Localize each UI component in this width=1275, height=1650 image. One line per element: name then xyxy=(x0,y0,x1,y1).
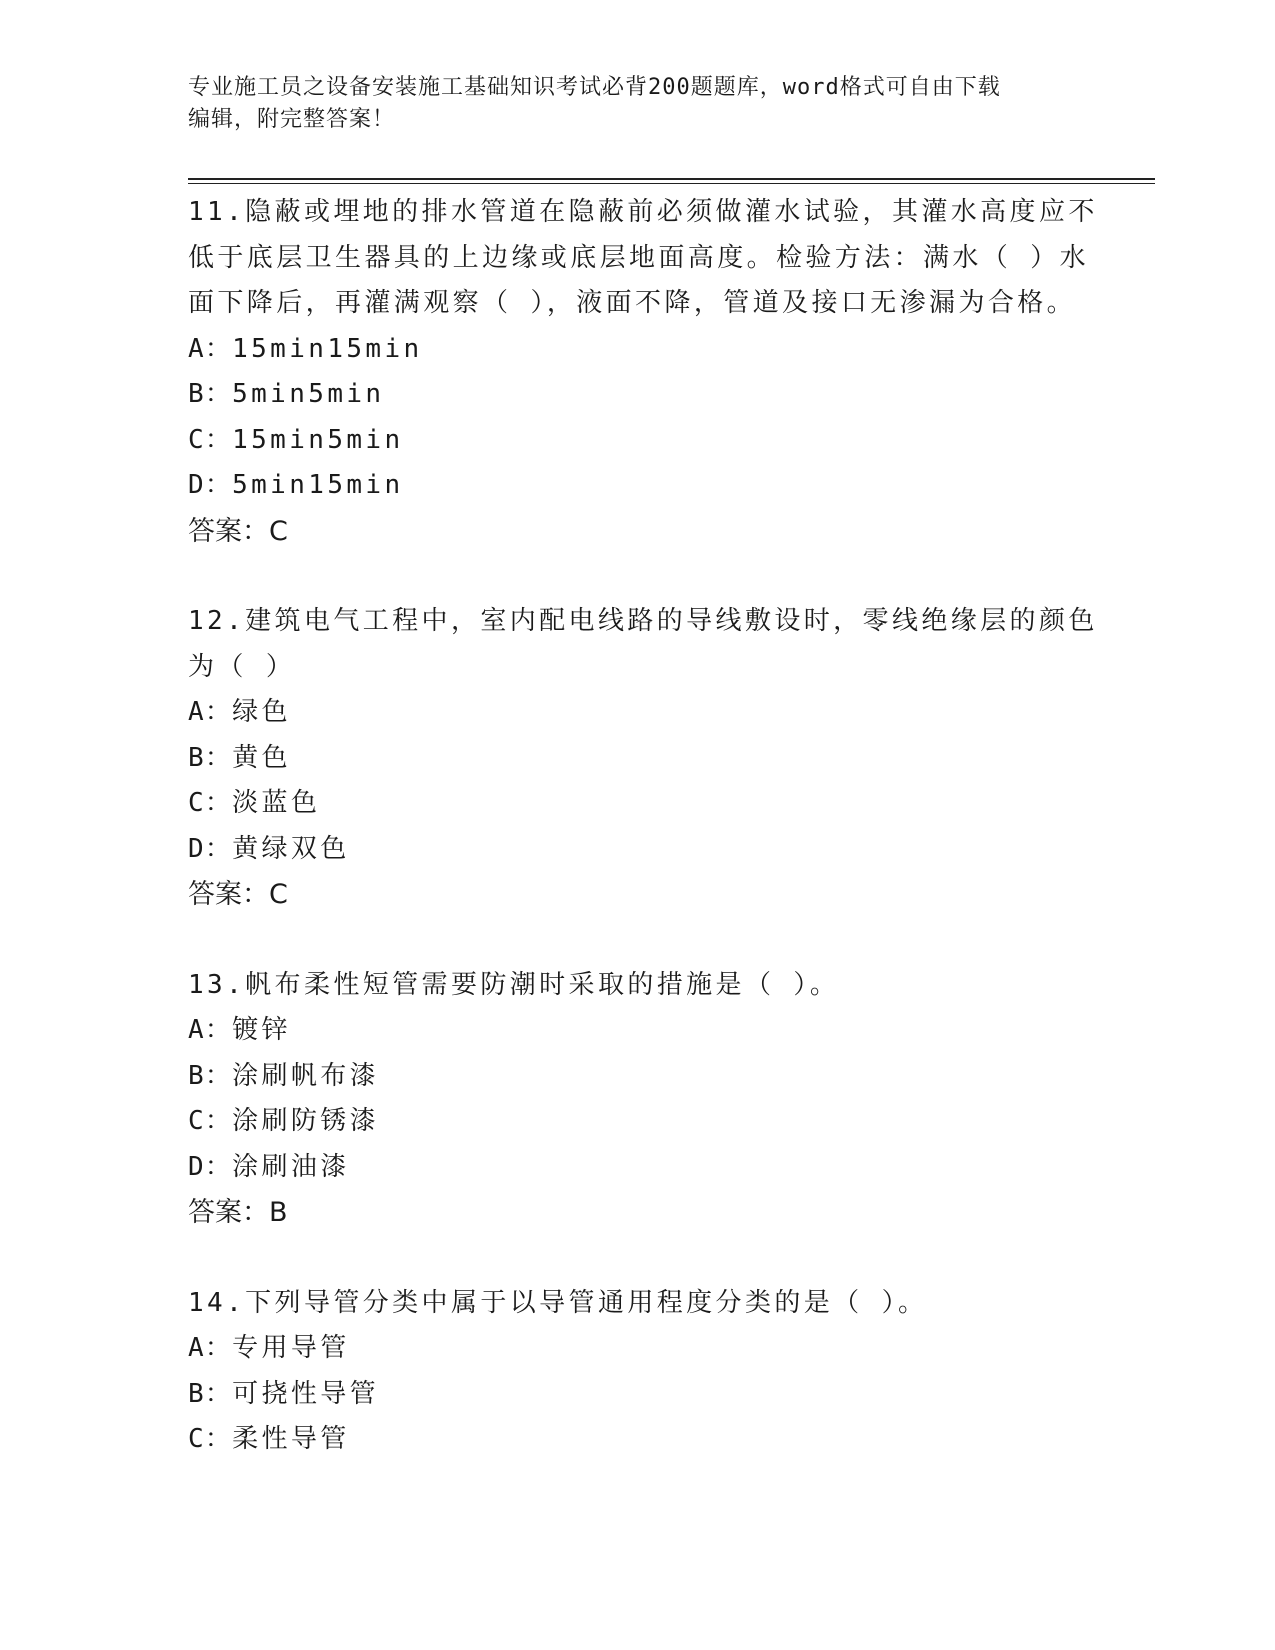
answer-option xyxy=(188,781,1068,827)
header-divider xyxy=(188,178,1155,184)
question-stem-line: 低于底层卫生器具的上边缘或底层地面高度。检验方法：满水（ ）水 xyxy=(188,242,1090,273)
option-key: C： xyxy=(188,788,233,818)
option-key: C： xyxy=(188,1106,233,1136)
question-item xyxy=(188,1281,1068,1463)
answer-option xyxy=(188,827,1068,873)
answer-option xyxy=(188,1054,1068,1100)
option-text: 涂刷防锈漆 xyxy=(232,1106,380,1136)
question-item xyxy=(188,190,1098,554)
option-text: 专用导管 xyxy=(232,1333,350,1363)
option-text: 15min15min xyxy=(232,333,423,364)
question-stem-line: 14.下列导管分类中属于以导管通用程度分类的是（ ）。 xyxy=(188,1287,928,1318)
option-text: 涂刷帆布漆 xyxy=(232,1060,380,1091)
option-text: 柔性导管 xyxy=(232,1424,350,1454)
answer-option xyxy=(188,1372,1068,1418)
option-text: 15min5min xyxy=(232,424,404,455)
answer-option xyxy=(188,1326,1068,1372)
answer-line: 答案：C xyxy=(188,515,288,547)
option-key: D： xyxy=(188,1151,233,1182)
header-title-line-2: 编辑，附完整答案！ xyxy=(188,107,396,132)
option-key: B： xyxy=(188,1060,233,1091)
question-item xyxy=(188,599,1098,918)
answer-option xyxy=(188,1008,1068,1054)
option-key: B： xyxy=(188,379,233,409)
document-header xyxy=(188,72,1088,136)
answer-option xyxy=(188,418,1068,464)
option-key: A： xyxy=(188,697,233,727)
option-text: 黄绿双色 xyxy=(232,833,350,864)
option-key: A： xyxy=(188,333,233,364)
option-key: B： xyxy=(188,742,233,773)
question-stem-line: 12.建筑电气工程中，室内配电线路的导线敷设时，零线绝缘层的颜色 xyxy=(188,606,1098,636)
option-key: C： xyxy=(188,1424,233,1454)
answer-option xyxy=(188,463,1068,509)
answer-line: 答案：C xyxy=(188,879,288,910)
answer-line: 答案：B xyxy=(188,1197,288,1228)
option-text: 5min5min xyxy=(232,379,385,409)
question-stem-line: 13.帆布柔性短管需要防潮时采取的措施是（ ）。 xyxy=(188,969,840,1000)
answer-option xyxy=(188,1099,1068,1145)
option-text: 绿色 xyxy=(232,697,291,727)
option-key: B： xyxy=(188,1378,233,1409)
question-stem-line: 为（ ） xyxy=(188,651,296,682)
question-stem-line: 11.隐蔽或埋地的排水管道在隐蔽前必须做灌水试验，其灌水高度应不 xyxy=(188,197,1098,227)
option-text: 镀锌 xyxy=(232,1015,291,1045)
option-key: D： xyxy=(188,833,233,864)
answer-option xyxy=(188,327,1068,373)
answer-option xyxy=(188,1145,1068,1191)
question-list xyxy=(188,190,1098,1508)
option-key: A： xyxy=(188,1015,233,1045)
option-key: C： xyxy=(188,424,233,455)
answer-option xyxy=(188,372,1068,418)
header-title-line-1: 专业施工员之设备安装施工基础知识考试必背200题题库，word格式可自由下载 xyxy=(188,75,1001,100)
answer-option xyxy=(188,736,1068,782)
option-key: D： xyxy=(188,470,233,500)
answer-option xyxy=(188,690,1068,736)
option-text: 可挠性导管 xyxy=(232,1378,380,1409)
option-text: 黄色 xyxy=(232,742,291,773)
option-text: 淡蓝色 xyxy=(232,788,321,818)
question-stem-line: 面下降后，再灌满观察（ ），液面不降，管道及接口无渗漏为合格。 xyxy=(188,288,1077,318)
option-key: A： xyxy=(188,1333,233,1363)
answer-option xyxy=(188,1417,1068,1463)
option-text: 5min15min xyxy=(232,470,404,500)
option-text: 涂刷油漆 xyxy=(232,1151,350,1182)
question-item xyxy=(188,963,1068,1236)
